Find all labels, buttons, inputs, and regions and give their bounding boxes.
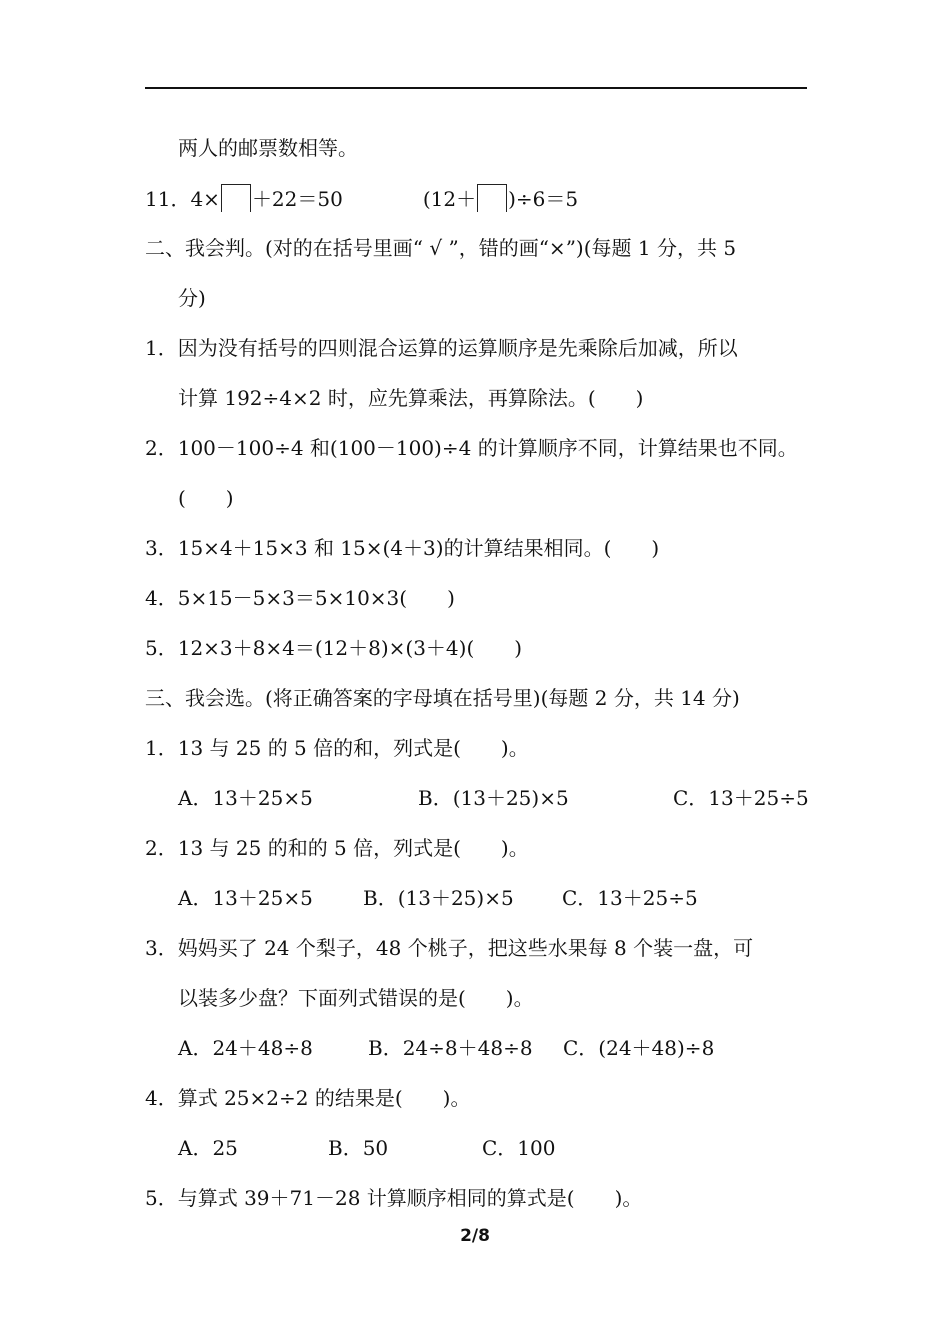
judge-5: 5．12×3＋8×4＝(12＋8)×(3＋4)( ) (145, 636, 523, 660)
judge-3: 3．15×4＋15×3 和 15×(4＋3)的计算结果相同。( ) (145, 536, 660, 560)
option-b[interactable]: B．50 (328, 1136, 389, 1160)
choice-1-question: 1．13 与 25 的 5 倍的和，列式是( )。 (145, 736, 529, 760)
page-number: 2/8 (460, 1226, 490, 1246)
answer-box[interactable] (221, 184, 251, 212)
judge-1-line1: 1．因为没有括号的四则混合运算的运算顺序是先乘除后加减，所以 (145, 336, 738, 360)
option-b[interactable]: B．24÷8＋48÷8 (368, 1036, 533, 1060)
option-a[interactable]: A．13＋25×5 (178, 886, 313, 910)
section-3-title: 三、我会选。(将正确答案的字母填在括号里)(每题 2 分，共 14 分) (145, 686, 740, 710)
q11-part3: (12＋ (422, 187, 477, 211)
choice-1-options (0, 786, 950, 810)
choice-2-question: 2．13 与 25 的和的 5 倍，列式是( )。 (145, 836, 529, 860)
choice-3-question-line2: 以装多少盘？下面列式错误的是( )。 (178, 986, 534, 1010)
q11-part4: )÷6＝5 (508, 187, 579, 211)
judge-2-line1: 2．100－100÷4 和(100－100)÷4 的计算顺序不同，计算结果也不同。 (145, 436, 798, 460)
header-rule (145, 87, 807, 89)
option-a[interactable]: A．25 (178, 1136, 238, 1160)
choice-3-question-line1: 3．妈妈买了 24 个梨子，48 个桃子，把这些水果每 8 个装一盘，可 (145, 936, 754, 960)
option-c[interactable]: C．13＋25÷5 (562, 886, 698, 910)
option-b[interactable]: B．(13＋25)×5 (363, 886, 514, 910)
option-a[interactable]: A．24＋48÷8 (178, 1036, 313, 1060)
q11-part1: 11．4× (145, 187, 220, 211)
choice-3-options (0, 1036, 950, 1060)
judge-1-line2: 计算 192÷4×2 时，应先算乘法，再算除法。( ) (178, 386, 644, 410)
answer-box[interactable] (477, 184, 507, 212)
option-b[interactable]: B．(13＋25)×5 (418, 786, 569, 810)
section-2-title-cont: 分) (178, 286, 206, 310)
choice-2-options (0, 886, 950, 910)
judge-4: 4．5×15－5×3＝5×10×3( ) (145, 586, 455, 610)
judge-2-line2: ( ) (178, 486, 234, 510)
option-c[interactable]: C．13＋25÷5 (673, 786, 809, 810)
option-a[interactable]: A．13＋25×5 (178, 786, 313, 810)
q11-part2: ＋22＝50 (251, 187, 343, 211)
option-c[interactable]: C．100 (482, 1136, 556, 1160)
choice-5-question: 5．与算式 39＋71－28 计算顺序相同的算式是( )。 (145, 1186, 643, 1210)
section-2-title: 二、我会判。(对的在括号里画“ √ ”，错的画“×”)(每题 1 分，共 5 (145, 236, 737, 260)
choice-4-question: 4．算式 25×2÷2 的结果是( )。 (145, 1086, 471, 1110)
option-c[interactable]: C．(24＋48)÷8 (563, 1036, 715, 1060)
choice-4-options (0, 1136, 950, 1160)
question-11 (145, 184, 578, 212)
continued-text: 两人的邮票数相等。 (178, 136, 358, 160)
